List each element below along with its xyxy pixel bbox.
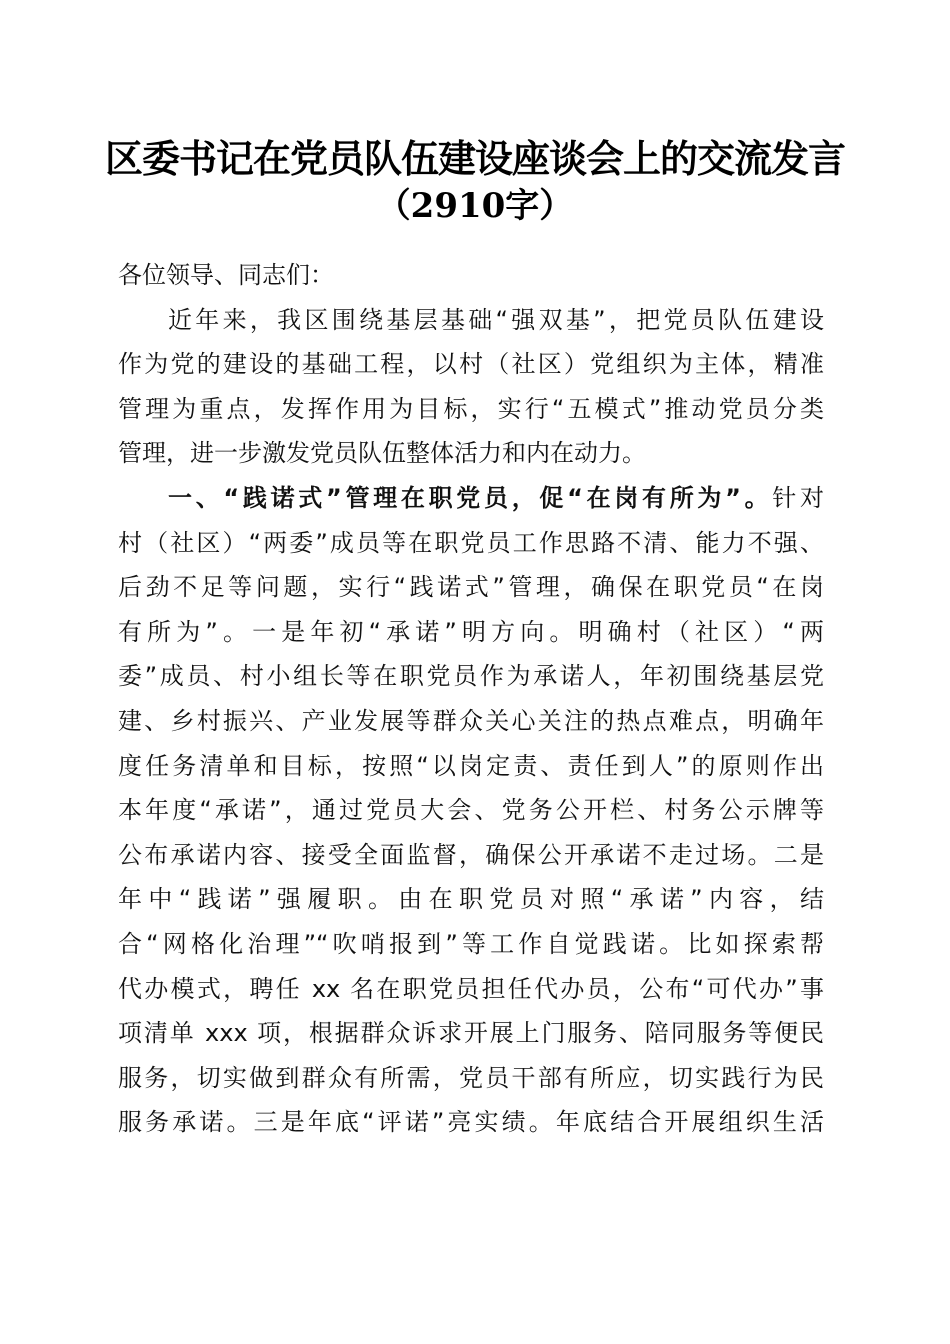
text-line: 服务承诺。三是年底“评诺”亮实绩。年底结合开展组织生活 xyxy=(118,1108,824,1137)
text-line: 作为党的建设的基础工程，以村（社区）党组织为主体，精准 xyxy=(118,350,824,379)
text-line: 合“网格化治理”“吹哨报到”等工作自觉践诺。比如探索帮 xyxy=(118,929,824,958)
document-subtitle: （2910字） xyxy=(376,186,574,226)
text-line: 本年度“承诺”，通过党员大会、党务公开栏、村务公示牌等 xyxy=(118,796,824,825)
document-body xyxy=(118,253,824,1145)
text-line xyxy=(118,476,824,521)
text-line: 委”成员、村小组长等在职党员作为承诺人，年初围绕基层党 xyxy=(118,662,824,691)
text-line: 服务，切实做到群众有所需，党员干部有所应，切实践行为民 xyxy=(118,1063,824,1092)
text-line: 有所为”。一是年初“承诺”明方向。明确村（社区）“两 xyxy=(118,617,824,646)
text-line: 代办模式，聘任 xx 名在职党员担任代办员，公布“可代办”事 xyxy=(118,974,824,1003)
text-run: 针对 xyxy=(772,483,825,512)
text-line: 度任务清单和目标，按照“以岗定责、责任到人”的原则作出 xyxy=(118,751,824,780)
text-line: 管理为重点，发挥作用为目标，实行“五模式”推动党员分类 xyxy=(118,394,824,423)
text-line: 管理，进一步激发党员队伍整体活力和内在动力。 xyxy=(118,439,646,468)
section-heading: 一、“践诺式”管理在职党员，促“在岗有所为”。 xyxy=(168,483,773,512)
text-line: 村（社区）“两委”成员等在职党员工作思路不清、能力不强、 xyxy=(118,528,824,557)
document-title: 区委书记在党员队伍建设座谈会上的交流发言 xyxy=(104,136,845,181)
text-line: 项清单 xxx 项，根据群众诉求开展上门服务、陪同服务等便民 xyxy=(118,1019,824,1048)
text-line: 近年来，我区围绕基层基础“强双基”，把党员队伍建设 xyxy=(168,305,824,334)
text-line: 公布承诺内容、接受全面监督，确保公开承诺不走过场。二是 xyxy=(118,840,824,869)
paragraph-section-1 xyxy=(118,476,824,1145)
paragraph-intro xyxy=(118,298,824,476)
text-line: 建、乡村振兴、产业发展等群众关心关注的热点难点，明确年 xyxy=(118,706,824,735)
salutation: 各位领导、同志们： xyxy=(118,261,334,289)
text-line: 后劲不足等问题，实行“践诺式”管理，确保在职党员“在岗 xyxy=(118,573,824,602)
text-line: 年中“践诺”强履职。由在职党员对照“承诺”内容，结 xyxy=(118,885,824,914)
